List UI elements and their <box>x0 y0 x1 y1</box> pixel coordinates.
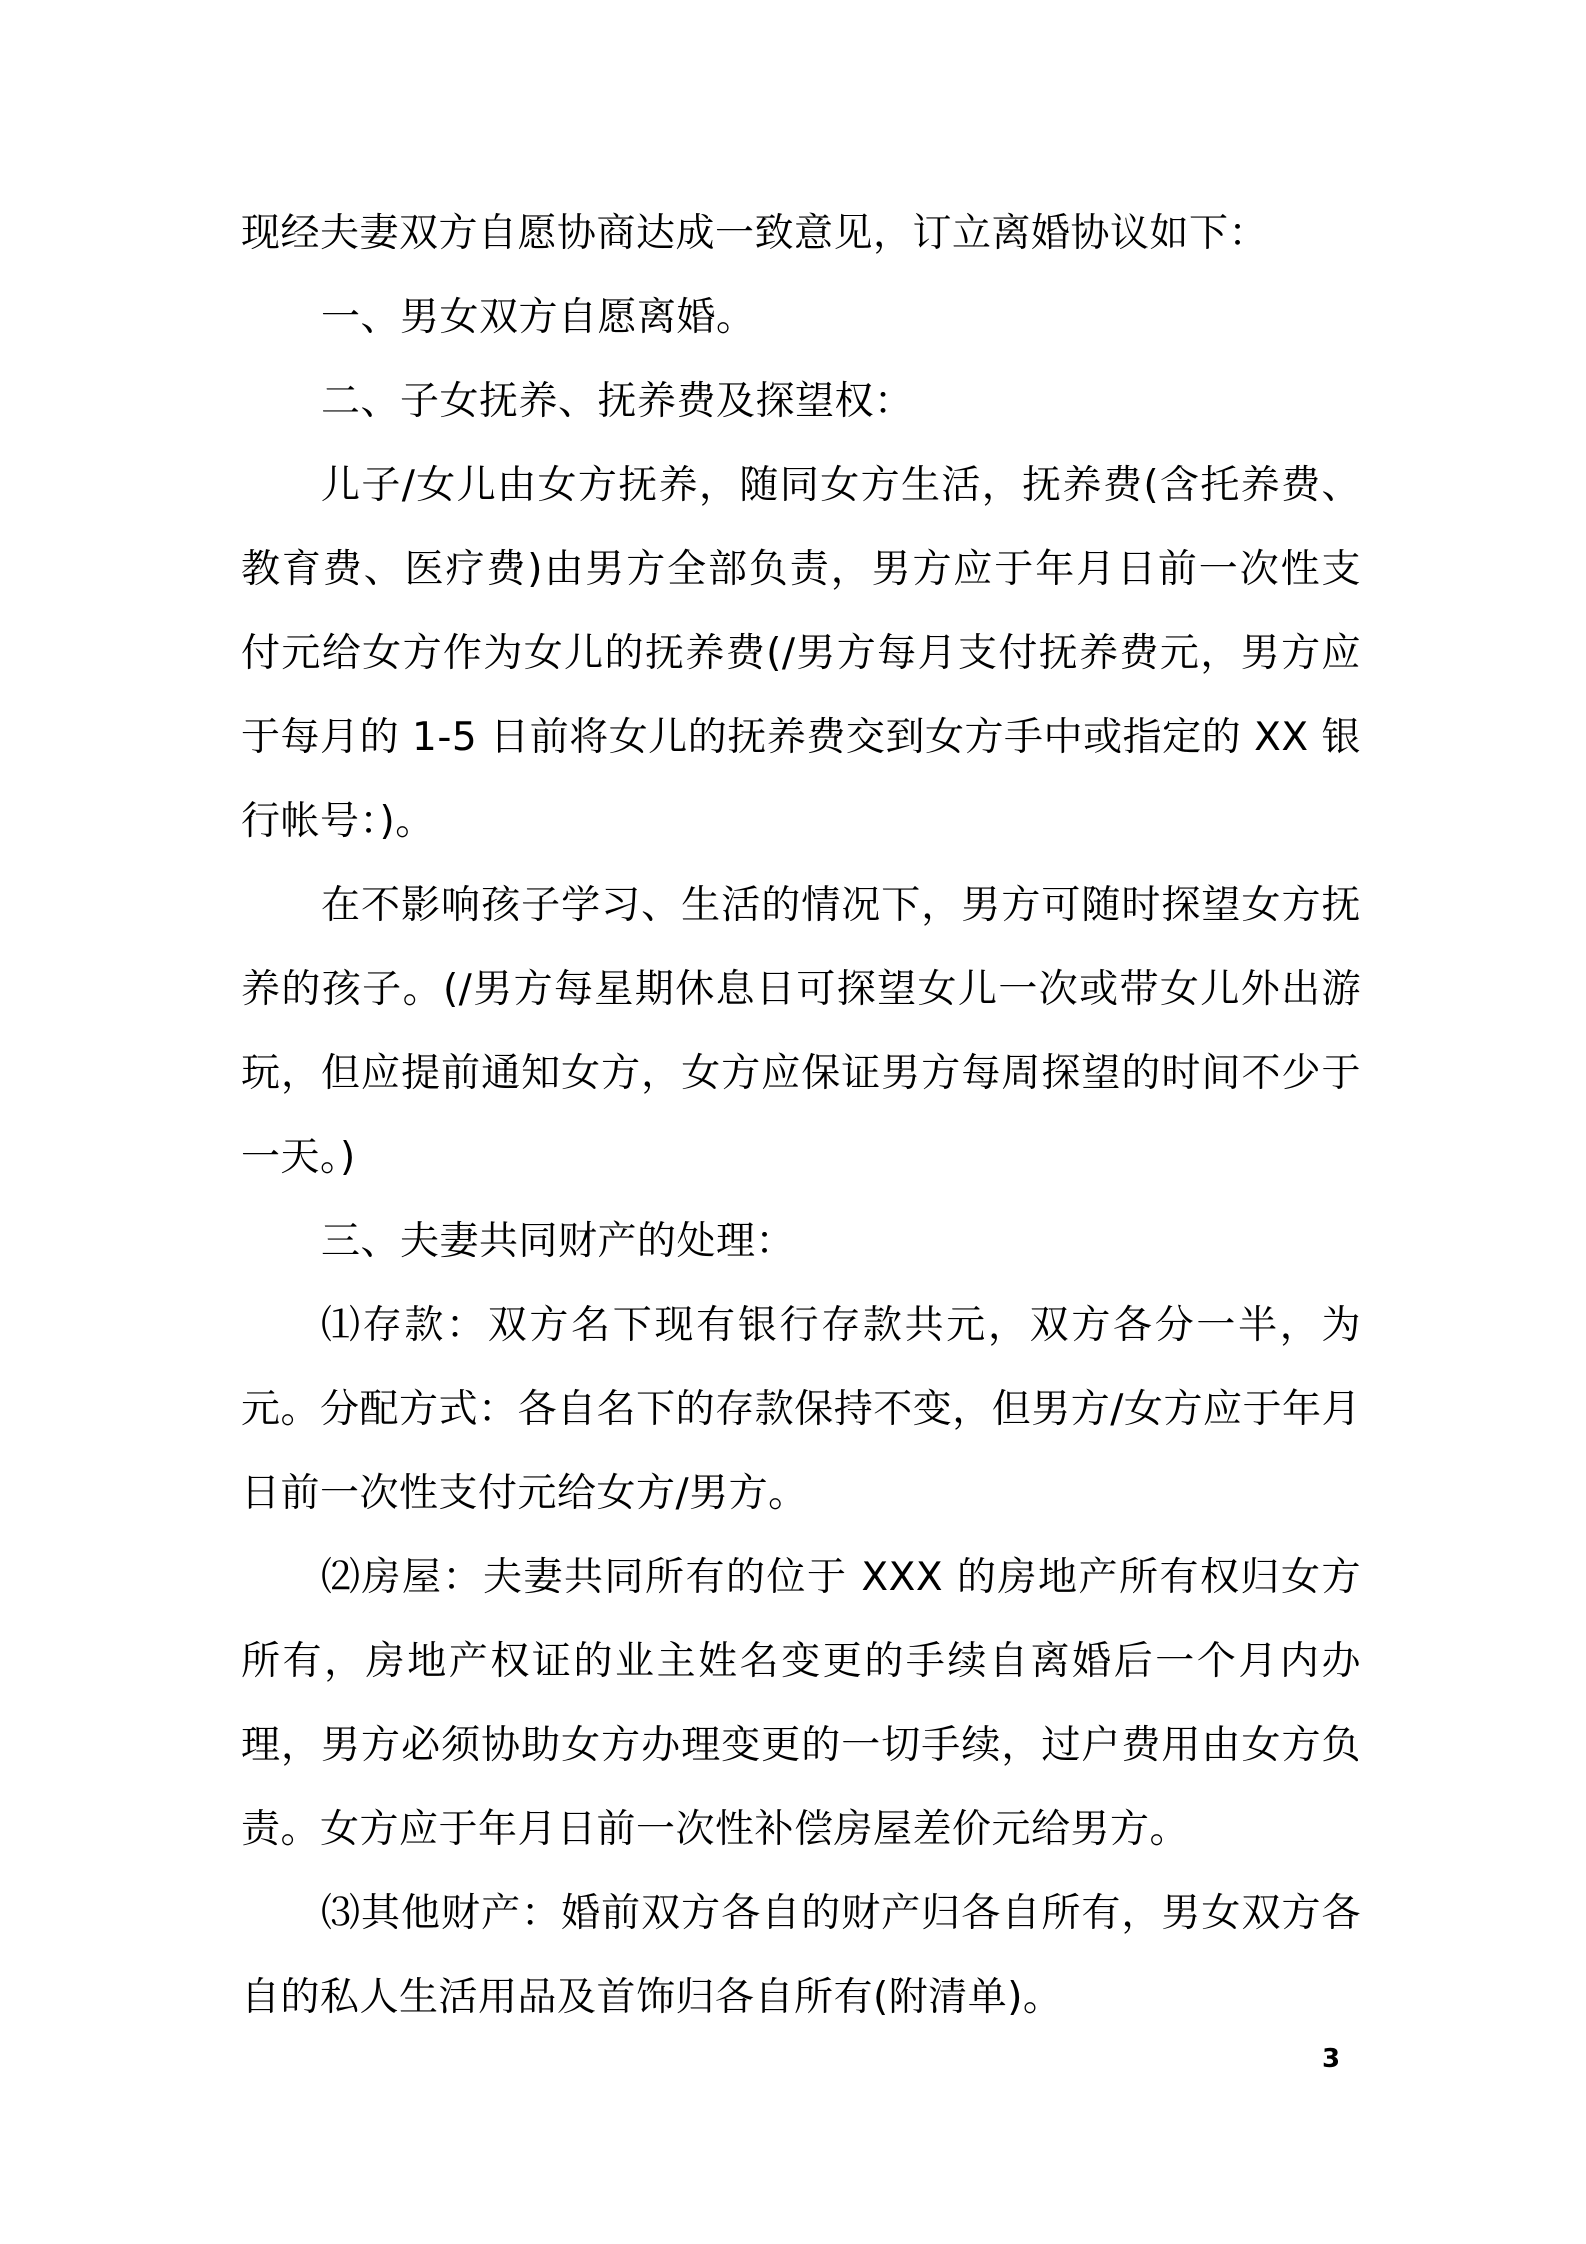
clause-1-paragraph: 一、男女双方自愿离婚。 <box>321 295 756 340</box>
child-support-paragraph: 儿子/女儿由女方抚养，随同女方生活，抚养费(含托养费、教育费、医疗费)由男方全部负责，男方应于年月日前一次性支付元给女方作为女儿的抚养费(/男方每月支付抚养费元，男方应于每月的 1-5 日前将女儿的抚养费交到女方手中或指定的 XX 银行帐号：)。 <box>241 463 1361 844</box>
document-body <box>241 192 1361 2040</box>
intro-paragraph: 现经夫妻双方自愿协商达成一致意见，订立离婚协议如下： <box>241 211 1269 256</box>
housing-paragraph: ⑵房屋：夫妻共同所有的位于 XXX 的房地产所有权归女方所有，房地产权证的业主姓名变更的手续自离婚后一个月内办理，男方必须协助女方办理变更的一切手续，过户费用由女方负责。女方应于年月日前一次性补偿房屋差价元给男方。 <box>241 1555 1361 1852</box>
other-property-paragraph: ⑶其他财产：婚前双方各自的财产归各自所有，男女双方各自的私人生活用品及首饰归各自所有(附清单)。 <box>241 1891 1361 2020</box>
clause-2-heading: 二、子女抚养、抚养费及探望权： <box>321 379 914 424</box>
clause-3-heading: 三、夫妻共同财产的处理： <box>321 1219 796 1264</box>
visitation-paragraph: 在不影响孩子学习、生活的情况下，男方可随时探望女方抚养的孩子。(/男方每星期休息日可探望女儿一次或带女儿外出游玩，但应提前通知女方，女方应保证男方每周探望的时间不少于一天。) <box>241 883 1361 1180</box>
savings-paragraph: ⑴存款：双方名下现有银行存款共元，双方各分一半，为元。分配方式：各自名下的存款保持不变，但男方/女方应于年月日前一次性支付元给女方/男方。 <box>241 1303 1361 1516</box>
page-number: 3 <box>1322 2044 1341 2074</box>
